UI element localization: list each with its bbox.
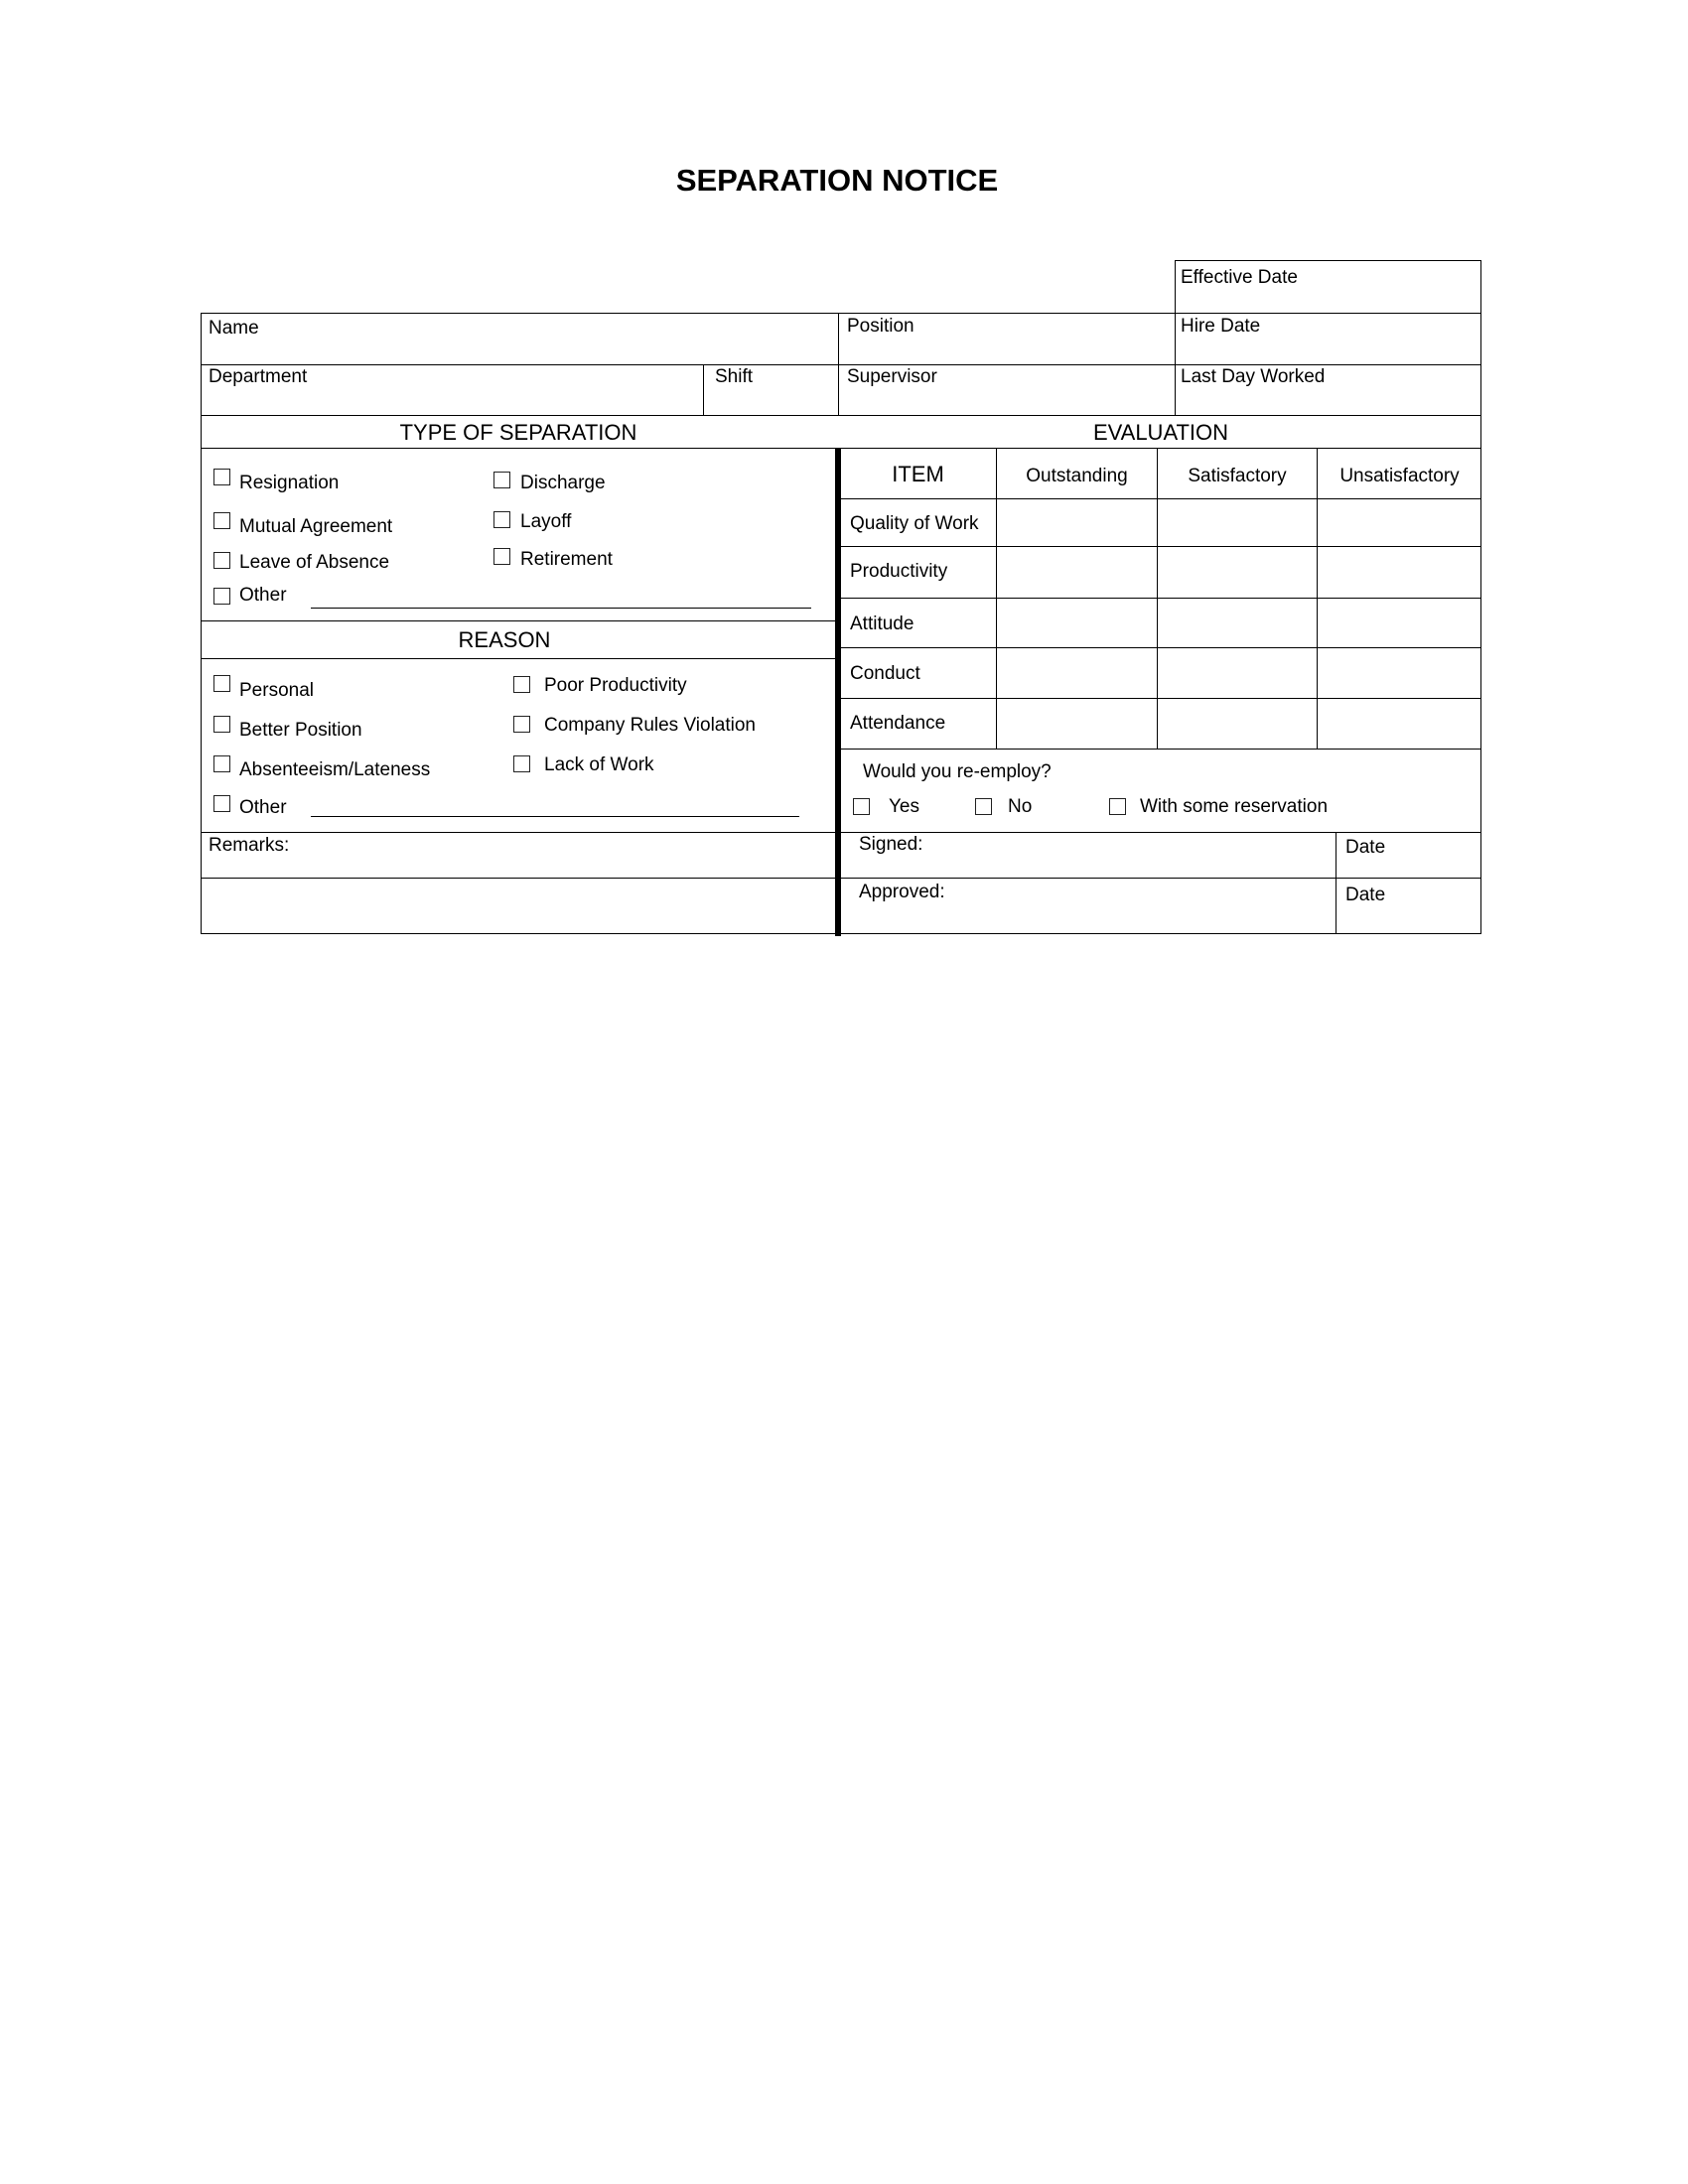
absenteeism-checkbox[interactable] — [213, 755, 230, 772]
border-row3-top — [201, 415, 1481, 416]
position-label: Position — [847, 316, 914, 337]
eval-item-attitude: Attitude — [850, 614, 914, 634]
eval-cell-quality-satisfactory[interactable] — [1159, 500, 1315, 545]
retirement-label: Retirement — [520, 549, 613, 570]
eval-cell-attitude-unsatisfactory[interactable] — [1319, 600, 1479, 646]
poor-productivity-label: Poor Productivity — [544, 675, 687, 696]
poor-productivity-checkbox[interactable] — [513, 676, 530, 693]
border-form-bottom — [201, 933, 1481, 934]
eval-cell-attendance-outstanding[interactable] — [998, 700, 1155, 748]
personal-checkbox[interactable] — [213, 675, 230, 692]
discharge-checkbox[interactable] — [493, 472, 510, 488]
border-remarks-top — [201, 832, 836, 833]
border-row1-top — [201, 313, 1481, 314]
thick-center-divider — [835, 448, 841, 936]
effective-date-label: Effective Date — [1181, 267, 1298, 288]
eval-item-conduct: Conduct — [850, 663, 920, 684]
evaluation-heading: EVALUATION — [1092, 420, 1229, 445]
border-effective-top — [1175, 260, 1481, 261]
hire-date-label: Hire Date — [1181, 316, 1261, 337]
name-field[interactable] — [203, 341, 836, 363]
signed-date-field[interactable] — [1390, 834, 1479, 876]
layoff-label: Layoff — [520, 511, 572, 532]
eval-cell-quality-outstanding[interactable] — [998, 500, 1155, 545]
last-day-worked-label: Last Day Worked — [1181, 366, 1326, 387]
personal-label: Personal — [239, 680, 314, 701]
effective-date-field[interactable] — [1177, 290, 1479, 312]
resignation-label: Resignation — [239, 473, 340, 493]
eval-cell-productivity-satisfactory[interactable] — [1159, 548, 1315, 597]
reemploy-reservation-checkbox[interactable] — [1109, 798, 1126, 815]
position-field[interactable] — [841, 341, 1173, 363]
eval-item-attendance: Attendance — [850, 713, 946, 734]
leave-of-absence-checkbox[interactable] — [213, 552, 230, 569]
supervisor-field[interactable] — [841, 391, 1173, 413]
reemploy-yes-checkbox[interactable] — [853, 798, 870, 815]
reason-other-checkbox[interactable] — [213, 795, 230, 812]
department-field[interactable] — [203, 391, 701, 413]
remarks-field[interactable] — [203, 856, 834, 931]
lack-of-work-label: Lack of Work — [544, 754, 654, 775]
type-of-separation-heading: TYPE OF SEPARATION — [399, 420, 637, 445]
company-rules-violation-label: Company Rules Violation — [544, 715, 756, 736]
eval-cell-quality-unsatisfactory[interactable] — [1319, 500, 1479, 545]
department-label: Department — [209, 366, 308, 387]
reason-heading: REASON — [458, 627, 551, 652]
eval-col-satisfactory: Satisfactory — [1188, 466, 1287, 486]
hire-date-field[interactable] — [1177, 341, 1479, 363]
reemploy-no-label: No — [1008, 796, 1033, 817]
last-day-worked-field[interactable] — [1177, 391, 1479, 413]
eval-cell-attitude-outstanding[interactable] — [998, 600, 1155, 646]
eval-cell-attendance-satisfactory[interactable] — [1159, 700, 1315, 748]
shift-label: Shift — [715, 366, 754, 387]
eval-cell-conduct-unsatisfactory[interactable] — [1319, 649, 1479, 697]
better-position-label: Better Position — [239, 720, 362, 741]
lack-of-work-checkbox[interactable] — [513, 755, 530, 772]
page-title: SEPARATION NOTICE — [675, 163, 999, 198]
leave-of-absence-label: Leave of Absence — [239, 552, 390, 573]
eval-grid-row5-bottom — [840, 749, 1481, 750]
eval-col-item: ITEM — [892, 462, 944, 486]
resignation-checkbox[interactable] — [213, 469, 230, 485]
reemploy-no-checkbox[interactable] — [975, 798, 992, 815]
eval-item-quality-of-work: Quality of Work — [850, 513, 979, 534]
signed-label: Signed: — [859, 834, 923, 855]
absenteeism-label: Absenteeism/Lateness — [239, 759, 431, 780]
eval-cell-attendance-unsatisfactory[interactable] — [1319, 700, 1479, 748]
signed-date-label: Date — [1345, 837, 1386, 858]
remarks-label: Remarks: — [209, 835, 290, 856]
eval-cell-conduct-satisfactory[interactable] — [1159, 649, 1315, 697]
eval-col-unsatisfactory: Unsatisfactory — [1339, 466, 1460, 486]
border-reason-bottom — [201, 658, 836, 659]
eval-col-outstanding: Outstanding — [1026, 466, 1128, 486]
separation-other-line[interactable] — [311, 608, 811, 609]
eval-cell-productivity-unsatisfactory[interactable] — [1319, 548, 1479, 597]
supervisor-label: Supervisor — [847, 366, 937, 387]
better-position-checkbox[interactable] — [213, 716, 230, 733]
separation-other-checkbox[interactable] — [213, 588, 230, 605]
shift-field[interactable] — [705, 391, 836, 413]
approved-date-field[interactable] — [1390, 880, 1479, 931]
eval-cell-conduct-outstanding[interactable] — [998, 649, 1155, 697]
name-label: Name — [209, 318, 259, 339]
retirement-checkbox[interactable] — [493, 548, 510, 565]
reason-other-label: Other — [239, 797, 287, 818]
approved-label: Approved: — [859, 882, 945, 902]
border-position-left — [838, 313, 839, 416]
mutual-agreement-checkbox[interactable] — [213, 512, 230, 529]
eval-item-productivity: Productivity — [850, 561, 948, 582]
signed-field[interactable] — [933, 834, 1334, 876]
approved-field[interactable] — [953, 880, 1334, 931]
company-rules-violation-checkbox[interactable] — [513, 716, 530, 733]
reemploy-question: Would you re-employ? — [863, 761, 1052, 782]
border-reason-top — [201, 620, 836, 621]
reemploy-yes-label: Yes — [889, 796, 919, 817]
approved-date-label: Date — [1345, 885, 1386, 905]
discharge-label: Discharge — [520, 473, 606, 493]
separation-other-label: Other — [239, 585, 287, 606]
reemploy-reservation-label: With some reservation — [1140, 796, 1329, 817]
mutual-agreement-label: Mutual Agreement — [239, 516, 393, 537]
reason-other-line[interactable] — [311, 816, 799, 817]
border-section-header — [201, 448, 1481, 449]
eval-cell-attitude-satisfactory[interactable] — [1159, 600, 1315, 646]
eval-cell-productivity-outstanding[interactable] — [998, 548, 1155, 597]
layoff-checkbox[interactable] — [493, 511, 510, 528]
